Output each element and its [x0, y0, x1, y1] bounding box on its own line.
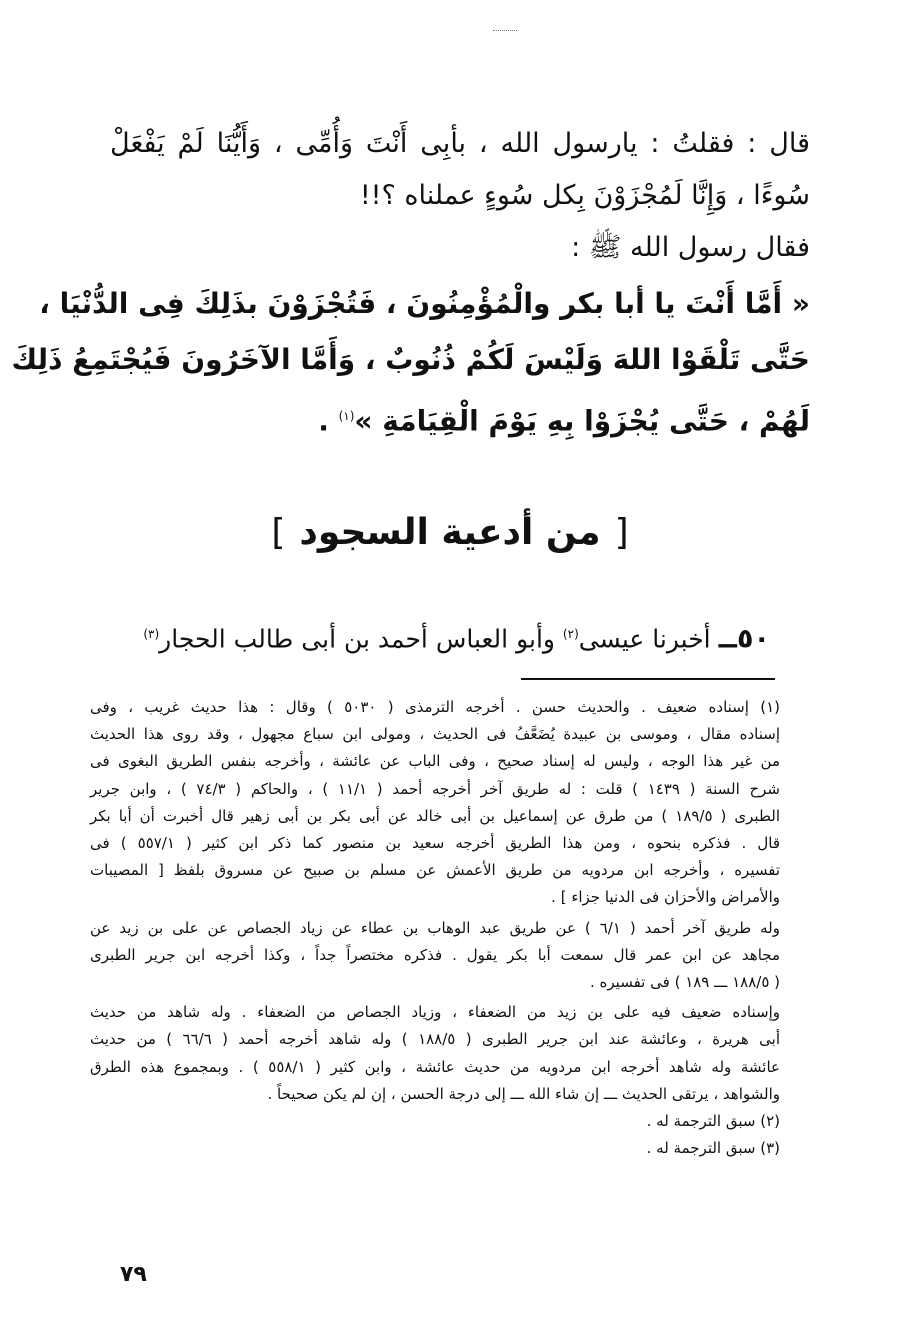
footnote-line: قال . فذكره بنحوه ، ومن هذا الطريق أخرجه سعيد بن منصور كما ذكر ابن كثير ( ٥٥٧/١ ) فى	[90, 834, 780, 853]
entry-number: ٥٠ــ	[718, 623, 770, 655]
footnote-line: وله طريق آخر أحمد ( ٦/١ ) عن طريق عبد الوهاب بن عطاء عن زياد الجصاص عن على بن زيد عن	[90, 918, 781, 937]
hadith-line-text: لَهُمْ ، حَتَّى يُجْزَوْا بِهِ يَوْمَ الْقِيَامَةِ »	[354, 404, 810, 438]
hadith-line: حَتَّى تَلْقَوْا اللهَ وَلَيْسَ لَكُمْ ذُنُوبٌ ، وَأَمَّا الآخَرُونَ فَيُجْتَمِعُ ذَلِكَ	[11, 343, 810, 376]
main-text-block	[11, 118, 810, 449]
footnote-line: تفسيره ، وأخرجه ابن مردويه من طريق الأعمش عن مسلم بن صبيح عن مسروق بلفظ [ المصيبات	[90, 861, 780, 880]
footnote-line: من غير هذا الوجه ، وليس له إسناد صحيح ، وفى الباب عن عائشة ، وأخرجه بنفس الطريق البغوى فى	[90, 752, 780, 771]
top-dotted-mark	[493, 30, 517, 33]
footnote-line: الطبرى ( ١٨٩/٥ ) من طرق عن إسماعيل بن أبى خالد عن أبى بكر بن أبى زهير قال أخبرت أن أبا بكر	[90, 806, 780, 825]
footnote-1	[90, 694, 780, 912]
footnote-line: إسناده مقال ، وموسى بن عبيدة يُضَعَّفُ فى الحديث ، ومولى ابن سباع مجهول ، وقد روى هذا الحديث	[90, 725, 780, 744]
footnote-line: والأمراض والأحزان فى الدنيا جزاء ] .	[551, 888, 780, 907]
heading-bracket-open: [	[614, 512, 629, 553]
entry-text: أخبرنا عيسى	[578, 624, 719, 654]
footnote-line: أبى هريرة ، وعائشة عند ابن جرير الطبرى ( ١٨٨/٥ ) وله شاهد أخرجه أحمد ( ٦٦/٦ ) من حديث	[90, 1030, 780, 1049]
footnote-line: ( ١٨٨/٥ ـــ ١٨٩ ) فى تفسيره .	[590, 973, 780, 992]
footnote-2: (٢) سبق الترجمة له .	[646, 1112, 780, 1131]
heading-title: من أدعية السجود	[299, 512, 601, 553]
footnote-line: (١) إسناده ضعيف . والحديث حسن . أخرجه الترمذى ( ٥٠٣٠ ) وقال : هذا حديث غريب ، وفى	[90, 698, 781, 716]
hadith-entry-50	[130, 612, 770, 661]
footnote-line: مجاهد عن ابن عمر قال سمعت أبا بكر يقول . فذكره مختصراً جداً ، وكذا أخرجه ابن جرير الطبرى	[90, 945, 780, 964]
hadith-line: « أَمَّا أَنْتَ يا أبا بكر والْمُؤْمِنُونَ ، فَتُجْزَوْنَ بذَلِكَ فِى الدُّنْيَا ،	[39, 287, 810, 320]
hadith-line-last	[110, 388, 810, 449]
entry-text: وأبو العباس أحمد بن أبى طالب الحجار	[159, 624, 563, 654]
hadith-block	[11, 276, 810, 449]
footnote-1-paragraph-3	[90, 999, 780, 1108]
footnote-divider	[521, 678, 775, 680]
main-text-line: قال : فقلتُ : يارسول الله ، بأبِى أَنْتَ وَأُمِّى ، وَأَيُّنَا لَمْ يَفْعَلْ	[110, 128, 810, 159]
main-text-line: سُوءًا ، وَإِنَّا لَمُجْزَوْنَ بِكل سُوءٍ عملناه ؟!!	[359, 180, 810, 211]
footnote-ref-1: (١)	[338, 409, 355, 423]
page-number: ٧٩	[120, 1262, 147, 1287]
section-heading	[0, 512, 900, 553]
footnote-1-paragraph-2	[90, 915, 780, 997]
footnote-3: (٣) سبق الترجمة له .	[646, 1139, 780, 1158]
footnote-line: شرح السنة ( ١٤٣٩ ) قلت : له طريق آخر أخرجه أحمد ( ١١/١ ) ، والحاكم ( ٧٤/٣ ) ، وابن جرير	[90, 779, 780, 798]
footnote-line: عائشة وله شاهد أخرجه ابن مردويه من حديث عائشة ، وابن كثير ( ٥٥٨/١ ) . وبمجموع هذه الطرق	[90, 1057, 780, 1076]
footnote-ref-2: (٢)	[562, 627, 579, 641]
footnote-ref-3: (٣)	[143, 627, 160, 641]
main-text-line: فقال رسول الله ﷺ :	[571, 232, 810, 263]
footnote-line: وإسناده ضعيف فيه على بن زيد من الضعفاء ، وزياد الجصاص من الضعفاء . وله شاهد من حديث	[90, 1003, 780, 1022]
heading-bracket-close: ]	[271, 512, 286, 553]
footnotes	[90, 694, 780, 1162]
hadith-end-mark: .	[318, 404, 339, 438]
footnote-line: والشواهد ، يرتقى الحديث ـــ إن شاء الله ـــ إلى درجة الحسن ، إن لم يكن صحيحاً .	[267, 1084, 780, 1103]
